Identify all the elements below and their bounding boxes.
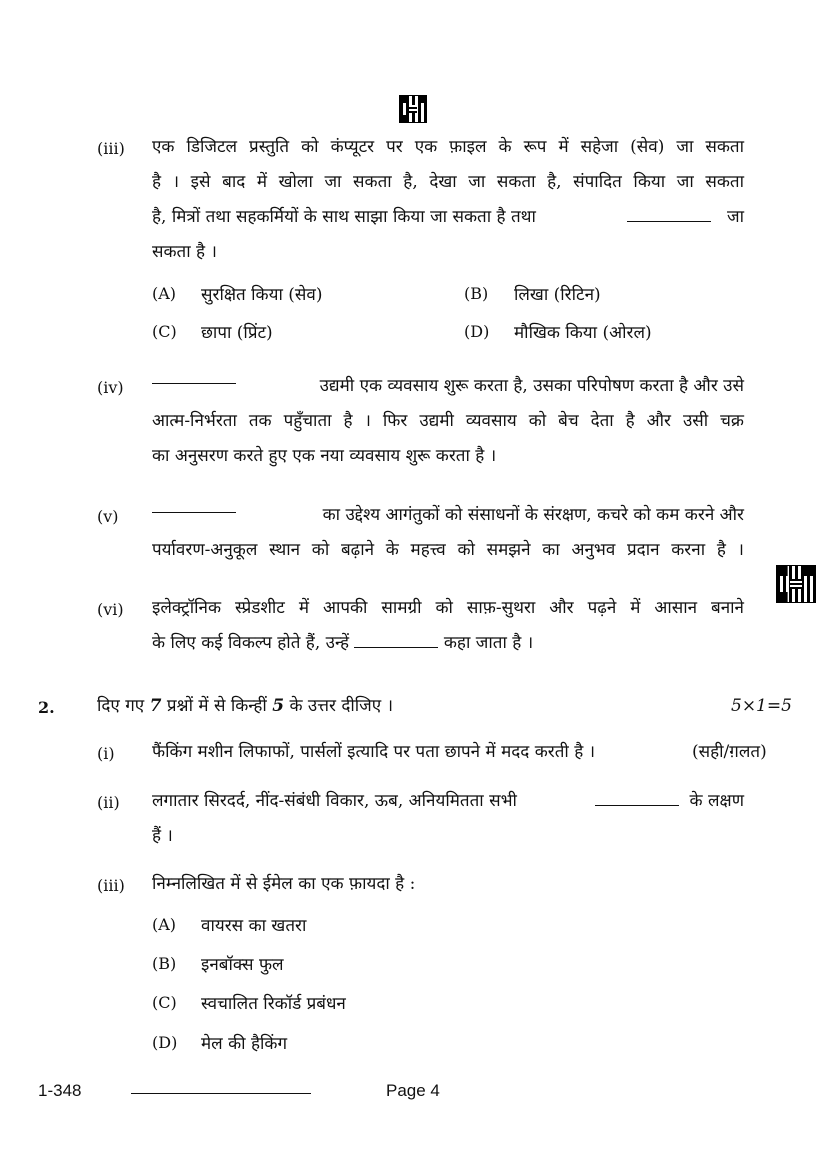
text-line: एक डिजिटल प्रस्तुति को कंप्यूटर पर एक फ़ाइल के रूप में सहेजा (सेव) जा सकता [152,137,744,157]
option-text: छापा (प्रिंट) [201,323,273,343]
text-line [152,498,744,533]
option-text: वायरस का खतरा [201,916,307,936]
question-text [152,498,744,568]
count-number: 7 [149,696,162,716]
fill-blank [152,369,236,384]
question-number: (iii) [97,139,125,158]
true-false-tag: (सही/ग़लत) [692,742,767,762]
text-segment: के लक्षण [689,791,744,811]
text-line: इलेक्ट्रॉनिक स्प्रेडशीट में आपकी सामग्री को साफ़-सुथरा और पढ़ने में आसान बनाने [152,598,744,618]
question-number: (i) [97,744,115,763]
question-number: (iv) [97,378,124,397]
option-text: लिखा (रिटिन) [514,285,601,305]
text-line: है । इसे बाद में खोला जा सकता है, देखा जा सकता है, संपादित किया जा सकता [152,172,744,192]
paper-code: 1-348 [38,1081,82,1100]
question-text: फैंकिंग मशीन लिफाफों, पार्सलों इत्यादि पर पता छापने में मदद करती है । [152,742,596,762]
question-number: (v) [97,507,119,526]
question-text [152,591,744,661]
text-segment: लगातार सिरदर्द, नींद-संबंधी विकार, ऊब, अनियमितता सभी [152,791,517,811]
qr-code-side [776,565,816,603]
text-segment: कहा जाता है । [443,633,534,653]
text-segment: दिए गए [97,696,145,716]
qr-code-top [399,95,427,123]
text-line: आत्म-निर्भरता तक पहुँचाता है । फिर उद्यमी व्यवसाय को बेच देता है और उसी चक्र [152,411,744,431]
fill-blank [627,207,711,222]
option-label: (A) [152,284,177,303]
fill-blank [354,633,438,648]
text-line [152,626,744,661]
footer-divider [131,1093,311,1094]
option-label: (B) [464,284,489,303]
text-line: का अनुसरण करते हुए एक नया व्यवसाय शुरू करता है । [152,446,497,466]
text-segment: के लिए कई विकल्प होते हैं, उन्हें [152,633,350,653]
count-number: 5 [272,696,285,716]
marks-allocation: 5×1=5 [731,696,792,716]
text-line: सकता है । [152,242,217,262]
text-segment: है, मित्रों तथा सहकर्मियों के साथ साझा किया जा सकता है तथा [152,207,536,227]
option-label: (A) [152,915,177,934]
text-segment: का उद्देश्य आगंतुकों को संसाधनों के संरक्षण, कचरे को कम करने और [322,505,744,525]
question-text [152,130,744,270]
text-segment: के उत्तर दीजिए । [289,696,394,716]
text-segment: प्रश्नों में से किन्हीं [166,696,267,716]
question-text [152,369,744,474]
text-segment: उद्यमी एक व्यवसाय शुरू करता है, उसका परिपोषण करता है और उसे [319,376,744,396]
fill-blank [152,498,236,513]
text-line [152,369,744,404]
option-label: (C) [152,993,177,1012]
question-instruction [97,689,393,724]
text-segment: जा [726,207,744,227]
option-text: स्वचालित रिकॉर्ड प्रबंधन [201,994,346,1014]
option-label: (C) [152,322,177,341]
option-text: इनबॉक्स फुल [201,955,284,975]
question-number: (vi) [97,600,124,619]
page-number: Page 4 [386,1081,440,1100]
text-line [152,200,744,235]
option-label: (D) [464,322,490,341]
question-text: निम्नलिखित में से ईमेल का एक फ़ायदा है : [152,874,416,894]
text-line: हैं । [152,826,173,846]
fill-blank [595,791,679,806]
question-number: (ii) [97,793,120,812]
option-text: मौखिक किया (ओरल) [514,323,652,343]
option-label: (B) [152,954,177,973]
text-line: पर्यावरण-अनुकूल स्थान को बढ़ाने के महत्त्व को समझने का अनुभव प्रदान करना है । [152,540,744,560]
question-number: 2. [38,698,55,717]
question-number: (iii) [97,876,125,895]
option-text: मेल की हैकिंग [201,1034,288,1054]
blank-answer-group [595,784,744,819]
text-line [152,784,744,819]
question-text [152,784,744,854]
blank-answer-group [627,200,744,235]
option-label: (D) [152,1033,178,1052]
option-text: सुरक्षित किया (सेव) [201,285,323,305]
